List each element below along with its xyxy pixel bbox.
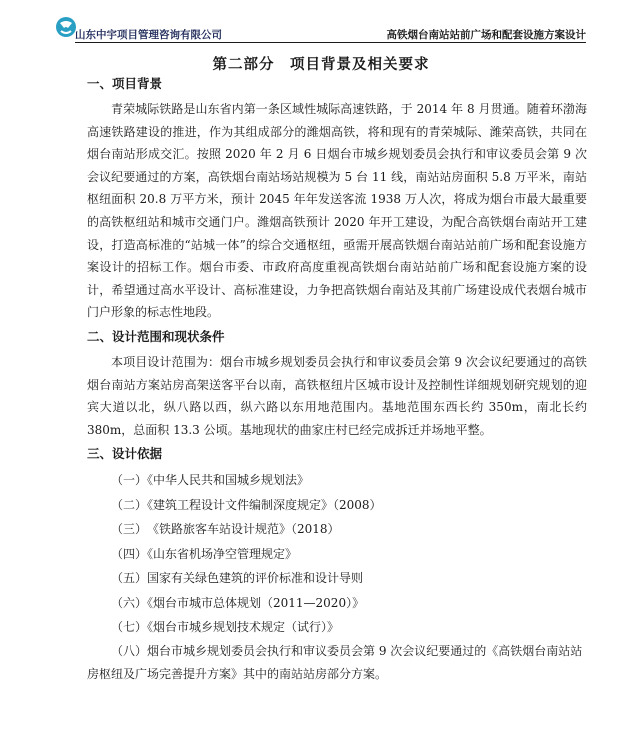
page-header [55, 14, 586, 44]
section-basis [87, 444, 587, 686]
section-background [87, 74, 587, 324]
section-paragraph: 本项目设计范围为：烟台市城乡规划委员会执行和审议委员会第 9 次会议纪要通过的高铁烟台南站方案站房高架送客平台以南，高铁枢纽片区城市设计及控制性详细规划研究规划的迎宾大道以北，纵八路以西，纵六路以东用地范围内。基地范围东西长约 350m，南北长约 380m，总面积 13.3 公顷。基地现状的曲家庄村已经完成拆迁并场地平整。 [87, 354, 587, 437]
list-item [87, 640, 587, 686]
company-name: 山东中宇项目管理咨询有限公司 [75, 29, 222, 41]
list-item: （四）《山东省机场净空管理规定》 [111, 546, 298, 561]
list-item: （五）国家有关绿色建筑的评价标准和设计导则 [111, 571, 364, 586]
company-logo-icon [55, 16, 77, 38]
page-body [87, 74, 587, 686]
list-item-text: （八）烟台市城乡规划委员会执行和审议委员会第 9 次会议纪要通过的《高铁烟台南站站房枢纽及广场完善提升方案》其中的南站站房部分方案。 [87, 643, 583, 681]
page-title: 第二部分 项目背景及相关要求 [212, 57, 430, 73]
header-divider [75, 42, 586, 43]
section-scope [87, 327, 587, 441]
list-item: （三） 《铁路旅客车站设计规范》（2018） [111, 522, 340, 537]
section-heading: 三、设计依据 [87, 446, 163, 462]
list-item: （六）《烟台市城市总体规划（2011—2020）》 [111, 595, 365, 610]
section-heading: 一、项目背景 [87, 76, 163, 91]
document-title: 高铁烟台南站站前广场和配套设施方案设计 [386, 29, 586, 41]
list-item: （一）《中华人民共和国城乡规划法》 [111, 473, 310, 488]
list-item: （七）《烟台市城乡规划技术规定（试行）》 [111, 620, 340, 635]
section-heading: 二、设计范围和现状条件 [87, 328, 225, 344]
list-item: （二）《建筑工程设计文件编制深度规定》（2008） [111, 497, 382, 512]
section-paragraph: 青荣城际铁路是山东省内第一条区域性城际高速铁路，于 2014 年 8 月贯通。随着环渤海高速铁路建设的推进，作为其组成部分的潍烟高铁，将和现有的青荣城际、潍荣高铁，共同在烟台南站形成交汇。按照 2020 年 2 月 6 日烟台市城乡规划委员会执行和审议委员会第 9 次会议纪要通过的方案，高铁烟台南站场站规模为 5 台 11 线，南站站房面积 5.8 万平米，南站枢纽面积 20.8 万平方米，预计 2045 年年发送客流 1938 万人次，将成为烟台市最大最重要的高铁枢纽站和城市交通门户。潍烟高铁预计 2020 年开工建设，为配合高铁烟台南站开工建设，打造高标准的“站城一体”的综合交通枢纽，亟需开展高铁烟台南站站前广场和配套设施方案设计的招标工作。烟台市委、市政府高度重视高铁烟台南站站前广场和配套设施方案的设计，希望通过高水平设计、高标准建设，力争把高铁烟台南站及其前广场建设成代表烟台城市门户形象的标志性地段。 [87, 102, 587, 320]
